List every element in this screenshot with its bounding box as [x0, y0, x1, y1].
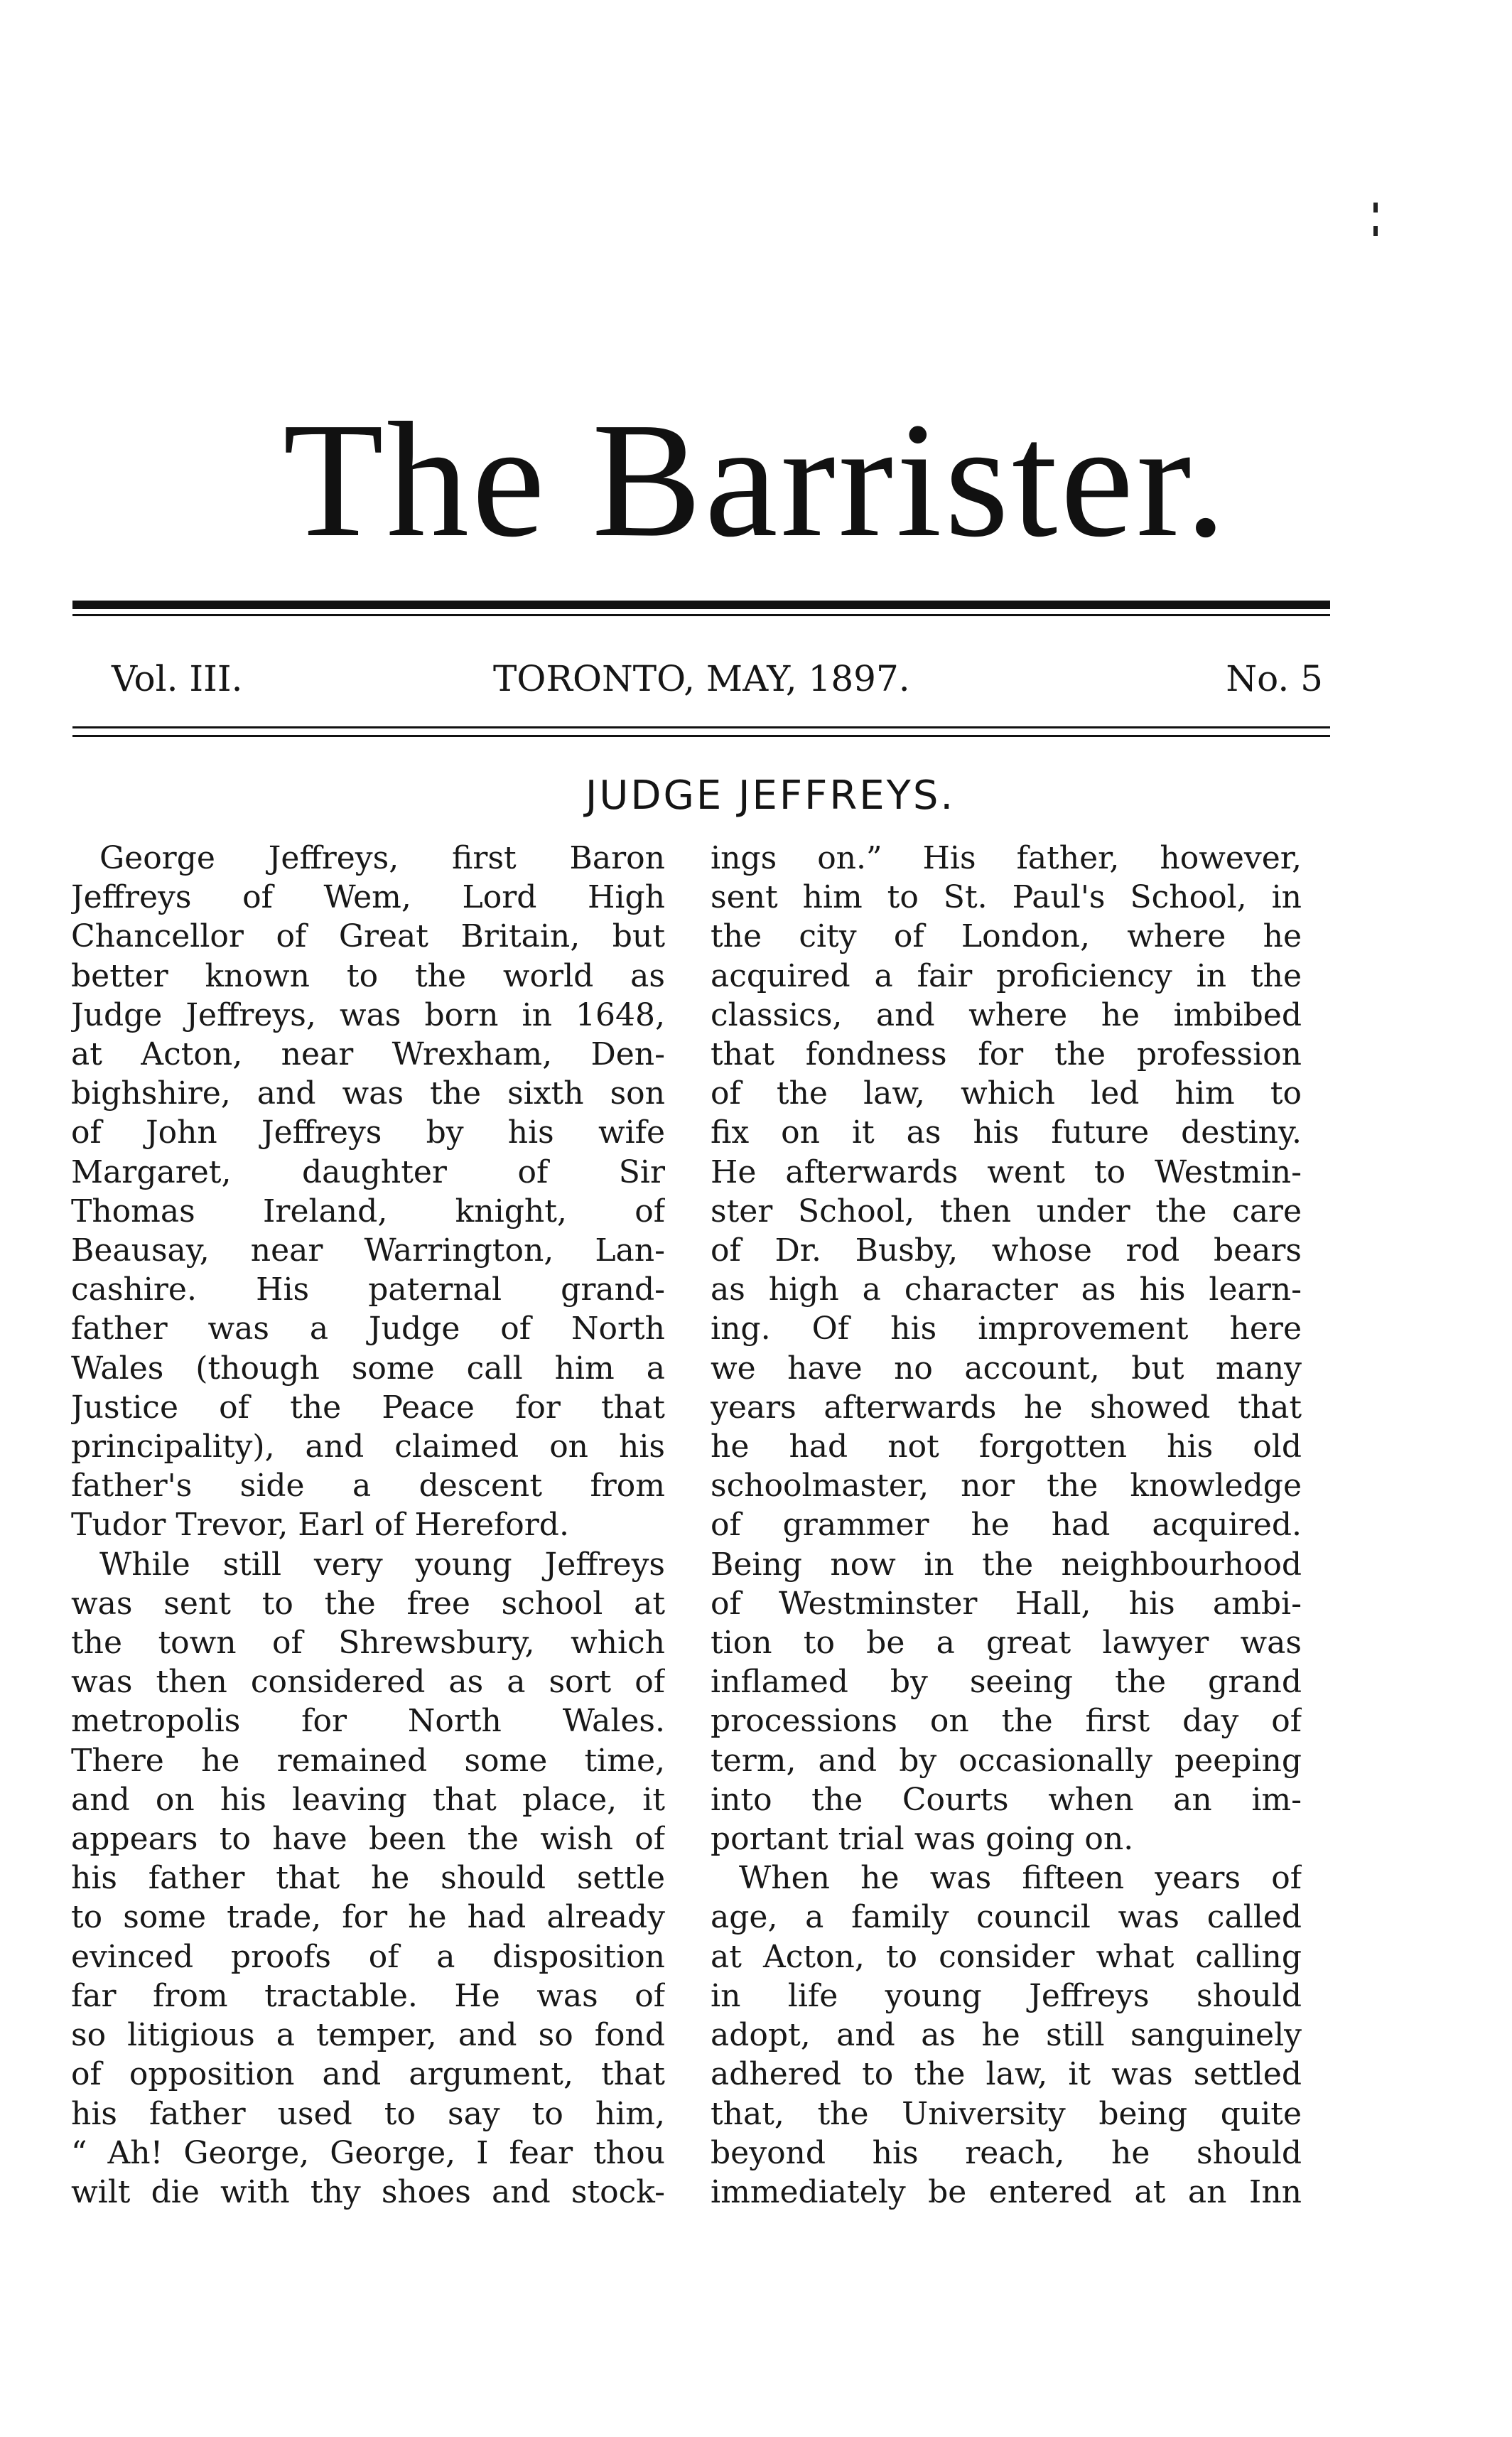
- text-line: of grammer he had acquired.: [711, 1507, 1302, 1544]
- text-line: at Acton, near Wrexham, Den-: [71, 1036, 665, 1073]
- text-line: of John Jeffreys by his wife: [71, 1114, 665, 1151]
- text-line: appears to have been the wish of: [71, 1821, 665, 1858]
- text-line: immediately be entered at an Inn: [711, 2173, 1302, 2210]
- issue-rule-upper: [72, 726, 1330, 728]
- text-line: better known to the world as: [71, 957, 665, 994]
- margin-speck: [1373, 203, 1378, 213]
- text-line: adhered to the law, it was settled: [711, 2056, 1302, 2093]
- text-line: his father that he should settle: [71, 1860, 665, 1897]
- text-line: so litigious a temper, and so fond: [71, 2017, 665, 2054]
- text-line: far from tractable. He was of: [71, 1977, 665, 2014]
- text-line: father was a Judge of North: [71, 1311, 665, 1347]
- text-line: we have no account, but many: [711, 1350, 1302, 1387]
- text-line: Wales (though some call him a: [71, 1350, 665, 1387]
- text-line: that, the University being quite: [711, 2095, 1302, 2132]
- masthead-title: The Barrister.: [283, 389, 1229, 571]
- text-line: adopt, and as he still sanguinely: [711, 2017, 1302, 2054]
- text-line: was sent to the free school at: [71, 1585, 665, 1622]
- place-date: TORONTO, MAY, 1897.: [493, 658, 910, 699]
- text-line: ster School, then under the care: [711, 1193, 1302, 1230]
- text-line: sent him to St. Paul's School, in: [711, 879, 1302, 916]
- text-line: was then considered as a sort of: [71, 1664, 665, 1701]
- masthead-rule-thin: [72, 614, 1330, 616]
- issue-rule-lower: [72, 735, 1330, 737]
- masthead-rule-thick: [72, 601, 1330, 609]
- text-line: he had not forgotten his old: [711, 1429, 1302, 1465]
- issue-line: [72, 657, 1330, 700]
- text-line: schoolmaster, nor the knowledge: [711, 1468, 1302, 1505]
- volume-number: Vol. III.: [112, 658, 243, 699]
- text-line: George Jeffreys, first Baron: [99, 840, 665, 876]
- text-line: portant trial was going on.: [711, 1821, 1134, 1858]
- text-line: bighshire, and was the sixth son: [71, 1075, 665, 1112]
- right-column: [711, 839, 1302, 2212]
- text-line: inflamed by seeing the grand: [711, 1664, 1302, 1701]
- text-line: in life young Jeffreys should: [711, 1977, 1302, 2014]
- text-line: Justice of the Peace for that: [71, 1389, 665, 1426]
- text-line: While still very young Jeffreys: [99, 1546, 665, 1583]
- text-line: ings on.” His father, however,: [711, 840, 1302, 876]
- text-line: age, a family council was called: [711, 1899, 1302, 1936]
- text-line: Judge Jeffreys, was born in 1648,: [71, 996, 665, 1033]
- text-line: Being now in the neighbourhood: [711, 1546, 1302, 1583]
- text-line: term, and by occasionally peeping: [711, 1742, 1302, 1779]
- text-line: of opposition and argument, that: [71, 2056, 665, 2093]
- text-line: processions on the first day of: [711, 1703, 1302, 1740]
- text-line: as high a character as his learn-: [711, 1271, 1302, 1308]
- text-line: He afterwards went to Westmin-: [711, 1153, 1302, 1190]
- text-line: cashire. His paternal grand-: [71, 1271, 665, 1308]
- text-line: Thomas Ireland, knight, of: [71, 1193, 665, 1230]
- text-line: ing. Of his improvement here: [711, 1311, 1302, 1347]
- text-line: There he remained some time,: [71, 1742, 665, 1779]
- text-line: into the Courts when an im-: [711, 1781, 1302, 1818]
- text-line: of Westminster Hall, his ambi-: [711, 1585, 1302, 1622]
- text-line: Margaret, daughter of Sir: [71, 1153, 665, 1190]
- text-line: at Acton, to consider what calling: [711, 1938, 1302, 1975]
- text-line: of Dr. Busby, whose rod bears: [711, 1232, 1302, 1269]
- text-line: and on his leaving that place, it: [71, 1781, 665, 1818]
- text-line: “ Ah! George, George, I fear thou: [71, 2134, 665, 2171]
- margin-speck: [1373, 226, 1378, 236]
- text-line: fix on it as his future destiny.: [711, 1114, 1302, 1151]
- issue-number: No. 5: [1226, 658, 1323, 699]
- text-line: that fondness for the profession: [711, 1036, 1302, 1073]
- text-line: Chancellor of Great Britain, but: [71, 918, 665, 955]
- text-line: principality), and claimed on his: [71, 1429, 665, 1465]
- text-line: Tudor Trevor, Earl of Hereford.: [71, 1507, 569, 1544]
- text-line: of the law, which led him to: [711, 1075, 1302, 1112]
- article-title: JUDGE JEFFREYS.: [585, 773, 956, 819]
- text-line: classics, and where he imbibed: [711, 996, 1302, 1033]
- text-line: metropolis for North Wales.: [71, 1703, 665, 1740]
- text-line: tion to be a great lawyer was: [711, 1625, 1302, 1662]
- text-line: wilt die with thy shoes and stock-: [71, 2173, 665, 2210]
- text-line: to some trade, for he had already: [71, 1899, 665, 1936]
- text-line: father's side a descent from: [71, 1468, 665, 1505]
- text-line: acquired a fair proficiency in the: [711, 957, 1302, 994]
- text-line: the town of Shrewsbury, which: [71, 1625, 665, 1662]
- text-line: the city of London, where he: [711, 918, 1302, 955]
- left-column: [71, 839, 665, 2212]
- text-line: When he was fifteen years of: [739, 1860, 1302, 1897]
- text-line: Beausay, near Warrington, Lan-: [71, 1232, 665, 1269]
- text-line: Jeffreys of Wem, Lord High: [71, 879, 665, 916]
- text-line: his father used to say to him,: [71, 2095, 665, 2132]
- text-line: beyond his reach, he should: [711, 2134, 1302, 2171]
- text-line: evinced proofs of a disposition: [71, 1938, 665, 1975]
- text-line: years afterwards he showed that: [711, 1389, 1302, 1426]
